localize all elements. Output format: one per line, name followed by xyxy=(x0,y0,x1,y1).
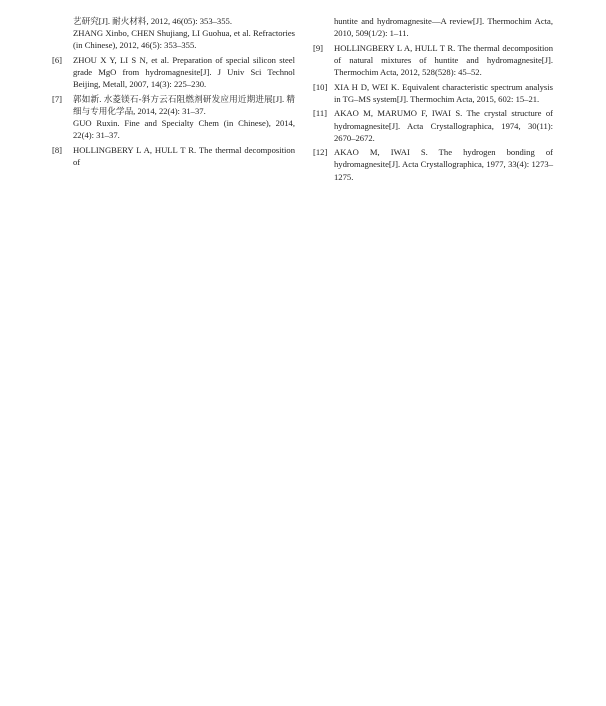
reference-line: AKAO M, IWAI S. The hydrogen bonding of hydromagnesite[J]. Acta Crystallographica, 1977, 33(4): 1273–1275. xyxy=(334,147,553,182)
reference-entry xyxy=(313,15,553,39)
reference-text xyxy=(334,107,553,143)
references-right-column xyxy=(313,15,553,185)
reference-line: HOLLINGBERY L A, HULL T R. The thermal decomposition of natural mixtures of huntite and hydromagnesite[J]. Thermochim Acta, 2012, 528(528): 45–52. xyxy=(334,42,553,77)
reference-entry xyxy=(52,54,295,90)
reference-text xyxy=(73,144,295,168)
reference-entry xyxy=(52,15,295,51)
reference-number: [12] xyxy=(313,147,328,158)
reference-text xyxy=(334,146,553,182)
reference-entry xyxy=(313,81,553,105)
references-left-column xyxy=(52,15,295,171)
reference-line: ZHOU X Y, LI S N, et al. Preparation of special silicon steel grade MgO from hydromagnesite[J]. J Univ Sci Technol Beijing, Metall, 2007, 14(3): 225–230. xyxy=(73,54,295,90)
reference-text xyxy=(73,54,295,90)
reference-line: huntite and hydromagnesite—A review[J]. Thermochim Acta, 2010, 509(1/2): 1–11. xyxy=(334,16,553,39)
reference-entry xyxy=(52,144,295,168)
reference-number: [9] xyxy=(313,42,324,53)
reference-entry xyxy=(313,146,553,182)
reference-number: [8] xyxy=(52,144,63,155)
reference-number: [10] xyxy=(313,81,328,92)
reference-line: ZHANG Xinbo, CHEN Shujiang, LI Guohua, et al. Refractories (in Chinese), 2012, 46(5): 353–355. xyxy=(73,28,295,51)
reference-number: [7] xyxy=(52,93,63,104)
reference-number: [6] xyxy=(52,54,63,65)
reference-line: XIA H D, WEI K. Equivalent characteristic spectrum analysis in TG–MS system[J]. Thermochim Acta, 2015, 602: 15–21. xyxy=(334,81,553,104)
reference-text xyxy=(334,81,553,105)
reference-text xyxy=(73,15,295,51)
reference-text xyxy=(334,15,553,39)
reference-number xyxy=(313,15,334,39)
reference-entry xyxy=(313,42,553,78)
reference-line: GUO Ruxin. Fine and Specialty Chem (in Chinese), 2014, 22(4): 31–37. xyxy=(73,117,295,141)
reference-text xyxy=(73,93,295,141)
reference-number xyxy=(52,15,73,51)
reference-line: 艺研究[J]. 耐火材料, 2012, 46(05): 353–355. xyxy=(73,16,232,26)
reference-number: [11] xyxy=(313,108,327,119)
reference-line: HOLLINGBERY L A, HULL T R. The thermal decomposition of xyxy=(73,144,295,167)
reference-entry xyxy=(313,107,553,143)
reference-line: AKAO M, MARUMO F, IWAI S. The crystal structure of hydromagnesite[J]. Acta Crystallographica, 1974, 30(11): 2670–2672. xyxy=(334,108,553,143)
reference-line: 郭如新. 水菱镁石-斜方云石阻燃剂研发应用近期进展[J]. 精细与专用化学品, 2014, 22(4): 31–37. xyxy=(73,93,295,116)
reference-text xyxy=(334,42,553,78)
reference-entry xyxy=(52,93,295,141)
